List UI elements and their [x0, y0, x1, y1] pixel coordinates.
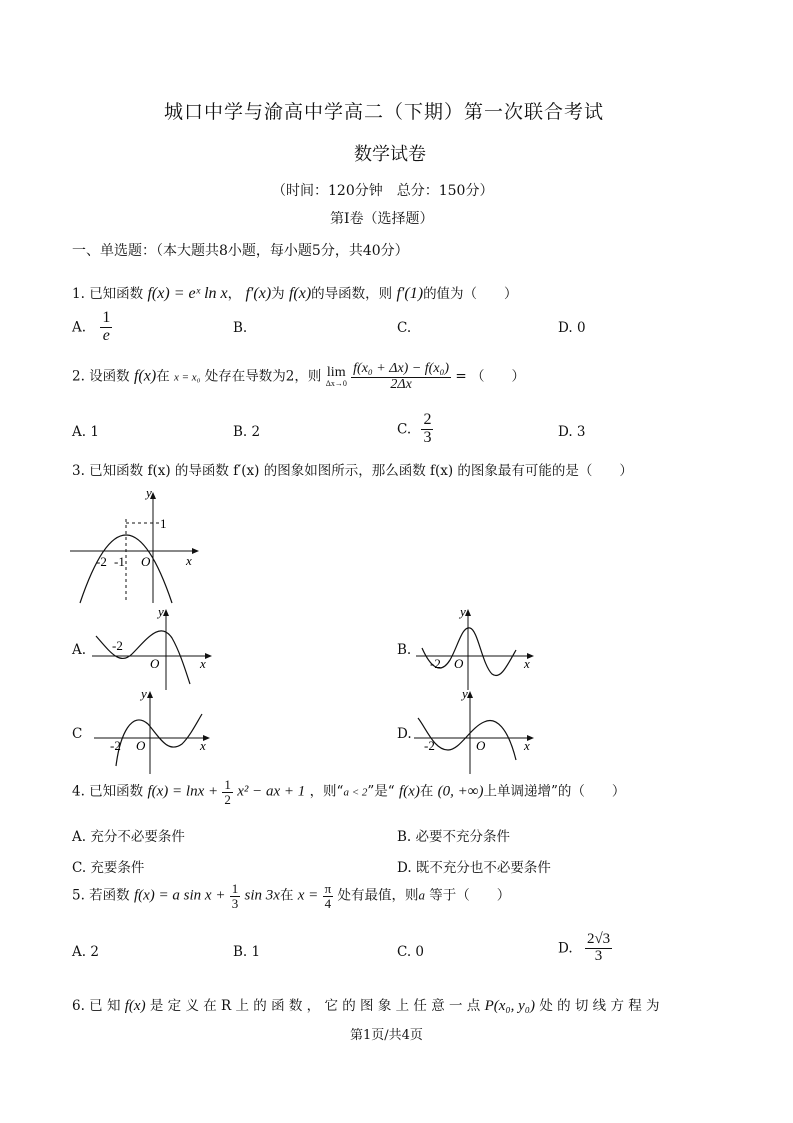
- q3-option-c-graph: [92, 688, 222, 776]
- q4-option-a: A. 充分不必要条件: [72, 829, 185, 845]
- label-x: x: [524, 738, 530, 753]
- question-1: [72, 282, 518, 303]
- y-axis-arrow: [163, 609, 169, 616]
- q3-option-d-graph: [412, 688, 542, 776]
- q2-fraction: [351, 362, 451, 392]
- q4-option-c: C. 充要条件: [72, 860, 145, 876]
- label-origin: O: [141, 554, 151, 569]
- label-minus-one: -1: [114, 554, 125, 569]
- q2-limit: [326, 366, 347, 388]
- section-heading: 一、单选题：（本大题共8小题，每小题5分，共40分）: [72, 243, 409, 259]
- q1-option-a-fraction: [100, 310, 112, 345]
- q1-option-a-label: A.: [72, 319, 87, 336]
- label-x: x: [186, 553, 192, 568]
- page-number: 第1页/共4页: [350, 1028, 423, 1043]
- label-x: x: [524, 656, 530, 671]
- q1-option-d-value: 0: [576, 320, 586, 336]
- q4-interval: (0, +∞): [437, 783, 484, 800]
- label-origin: O: [150, 656, 160, 671]
- q5-option-b: B. 1: [233, 944, 261, 960]
- q5-mid: 处有最值，则: [337, 887, 419, 904]
- q5-pi-den: 4: [324, 895, 332, 911]
- question-2: [72, 362, 525, 392]
- option-a-curve: [96, 631, 190, 684]
- label-x: x: [200, 738, 206, 753]
- q5-x-eq: x =: [297, 887, 319, 904]
- q5-option-d-den: 3: [594, 947, 603, 964]
- q4-half-den: 2: [224, 791, 231, 807]
- question-5: [72, 882, 510, 910]
- q4-half-num: 1: [224, 777, 231, 792]
- q2-option-c-num: 2: [423, 411, 432, 428]
- q3-option-b-graph: [412, 604, 542, 692]
- q5-a: a: [418, 887, 425, 903]
- q1-pre: 已知函数: [89, 286, 144, 302]
- q3-option-c-label: C: [72, 726, 83, 742]
- q4-half: [222, 778, 233, 806]
- q2-at: 在: [156, 368, 170, 385]
- q1-wei: 为: [271, 286, 285, 302]
- exam-meta: （时间：120分钟 总分：150分）: [272, 183, 494, 199]
- label-y: y: [462, 688, 468, 701]
- label-minus-two: -2: [430, 656, 441, 671]
- q1-f1: f′(1): [396, 285, 424, 302]
- q1-option-d-label: D.: [558, 320, 573, 336]
- q5-at: 在: [279, 887, 294, 904]
- q5-option-d-fraction: [585, 932, 612, 965]
- q5-option-d: [558, 932, 612, 965]
- q4-post: 上单调递增”的（ ）: [483, 783, 626, 800]
- q4-function-rhs: x² − ax + 1: [237, 783, 306, 800]
- label-x: x: [200, 656, 206, 671]
- q4-option-b: B. 必要不充分条件: [397, 829, 511, 845]
- q1-option-a-num: 1: [102, 309, 111, 326]
- q1-comma: ，: [227, 286, 242, 302]
- q4-function-lhs: f(x) = lnx +: [147, 783, 219, 800]
- label-origin: O: [136, 738, 146, 753]
- q2-fx: f(x): [133, 367, 157, 385]
- q2-lim: lim: [326, 365, 346, 381]
- question-3: 3. 已知函数 f(x) 的导函数 f′(x) 的图象如图所示，那么函数 f(x) 的图象最有可能的是（ ）: [72, 463, 633, 479]
- q5-function-rhs: sin 3x: [244, 887, 280, 904]
- y-axis-arrow: [467, 691, 473, 698]
- q2-number: 2.: [72, 368, 85, 385]
- q2-pre: 设函数: [89, 368, 130, 385]
- question-6: [72, 994, 660, 1015]
- q5-option-a: A. 2: [72, 944, 99, 960]
- x-axis-arrow: [205, 653, 212, 659]
- q5-option-d-num: 2√3: [586, 931, 611, 947]
- x-axis-arrow: [192, 548, 199, 554]
- q4-option-d: D. 既不充分也不必要条件: [397, 860, 551, 876]
- q4-pre: 4. 已知函数: [72, 783, 144, 800]
- q6-pre: 6. 已 知: [72, 998, 121, 1014]
- q2-numerator: f(x₀ + Δx) − f(x₀): [353, 361, 450, 376]
- q2-x0: x = x₀: [173, 371, 201, 384]
- q1-number: 1.: [72, 286, 85, 302]
- q1-option-a-den: e: [102, 326, 110, 344]
- q6-mid: 是 定 义 在 R 上 的 函 数 ， 它 的 图 象 上 任 意 一 点: [149, 998, 481, 1014]
- label-minus-two: -2: [110, 738, 121, 753]
- label-minus-two: -2: [424, 738, 435, 753]
- q2-lim-sub: Δx→0: [325, 379, 347, 389]
- q3-option-a-label: A.: [72, 642, 87, 658]
- volume-heading: 第Ⅰ卷（选择题）: [330, 211, 434, 227]
- q2-option-b: B. 2: [233, 424, 261, 440]
- q5-third: [230, 882, 241, 910]
- q5-pre: 5. 若函数: [72, 887, 130, 904]
- q1-option-c: C.: [397, 320, 412, 336]
- q5-pi-num: π: [324, 881, 332, 896]
- option-c-curve: [116, 714, 202, 766]
- q1-derivative: f′(x): [245, 285, 272, 302]
- label-y: y: [146, 485, 152, 500]
- question-4: [72, 778, 625, 806]
- label-one: 1: [160, 516, 167, 531]
- q1-function: f(x) = eˣ ln x: [147, 285, 228, 302]
- label-y: y: [460, 604, 466, 619]
- q5-third-num: 1: [231, 881, 239, 896]
- q6-fx: f(x): [124, 998, 146, 1014]
- y-axis-arrow: [147, 691, 153, 698]
- label-origin: O: [476, 738, 486, 753]
- q2-option-c: [397, 412, 433, 447]
- label-y: y: [158, 604, 164, 619]
- q5-function-lhs: f(x) = a sin x +: [133, 887, 226, 904]
- label-origin: O: [454, 656, 464, 671]
- label-minus-two: -2: [96, 554, 107, 569]
- q2-option-c-label: C.: [397, 421, 412, 438]
- label-minus-two: -2: [112, 638, 123, 653]
- q4-mid1: ，则“: [309, 783, 344, 800]
- q2-option-c-fraction: [421, 412, 433, 447]
- q1-fx: f(x): [288, 285, 312, 302]
- q4-mid2: ”是“: [367, 783, 395, 800]
- q4-fx: f(x): [399, 783, 420, 800]
- exam-title: 城口中学与渝高中学高二（下期）第一次联合考试: [164, 101, 605, 123]
- q2-denominator: 2Δx: [390, 376, 412, 392]
- q3-option-a-graph: [88, 604, 218, 692]
- q1-option-a: [72, 310, 112, 345]
- q2-option-a: A. 1: [72, 424, 99, 440]
- q4-condition: a < 2: [343, 786, 368, 799]
- label-y: y: [141, 688, 147, 701]
- q5-option-c: C. 0: [397, 944, 425, 960]
- y-axis-arrow: [465, 609, 471, 616]
- q1-option-b: B.: [233, 320, 248, 336]
- q5-third-den: 3: [231, 895, 239, 911]
- q2-post: = （ ）: [455, 368, 525, 385]
- q3-option-d-label: D.: [397, 726, 412, 742]
- q1-option-d: [558, 320, 586, 336]
- q5-pi-fraction: [323, 882, 334, 910]
- q2-mid: 处存在导数为2，则: [204, 368, 322, 385]
- q5-post: 等于（ ）: [429, 887, 511, 904]
- q5-option-d-label: D.: [558, 940, 573, 957]
- q4-mid3: 在: [419, 783, 434, 800]
- q6-post: 处 的 切 线 方 程 为: [539, 998, 660, 1014]
- q6-point: P(x₀, y₀): [484, 998, 536, 1014]
- q1-mid: 的导函数，则: [311, 286, 393, 302]
- q3-derivative-graph: [68, 485, 208, 607]
- q2-option-c-den: 3: [423, 428, 432, 446]
- exam-subtitle: 数学试卷: [354, 144, 426, 165]
- q3-option-b-label: B.: [397, 642, 412, 658]
- q1-post: 的值为（ ）: [423, 286, 518, 302]
- q2-option-d: D. 3: [558, 424, 586, 440]
